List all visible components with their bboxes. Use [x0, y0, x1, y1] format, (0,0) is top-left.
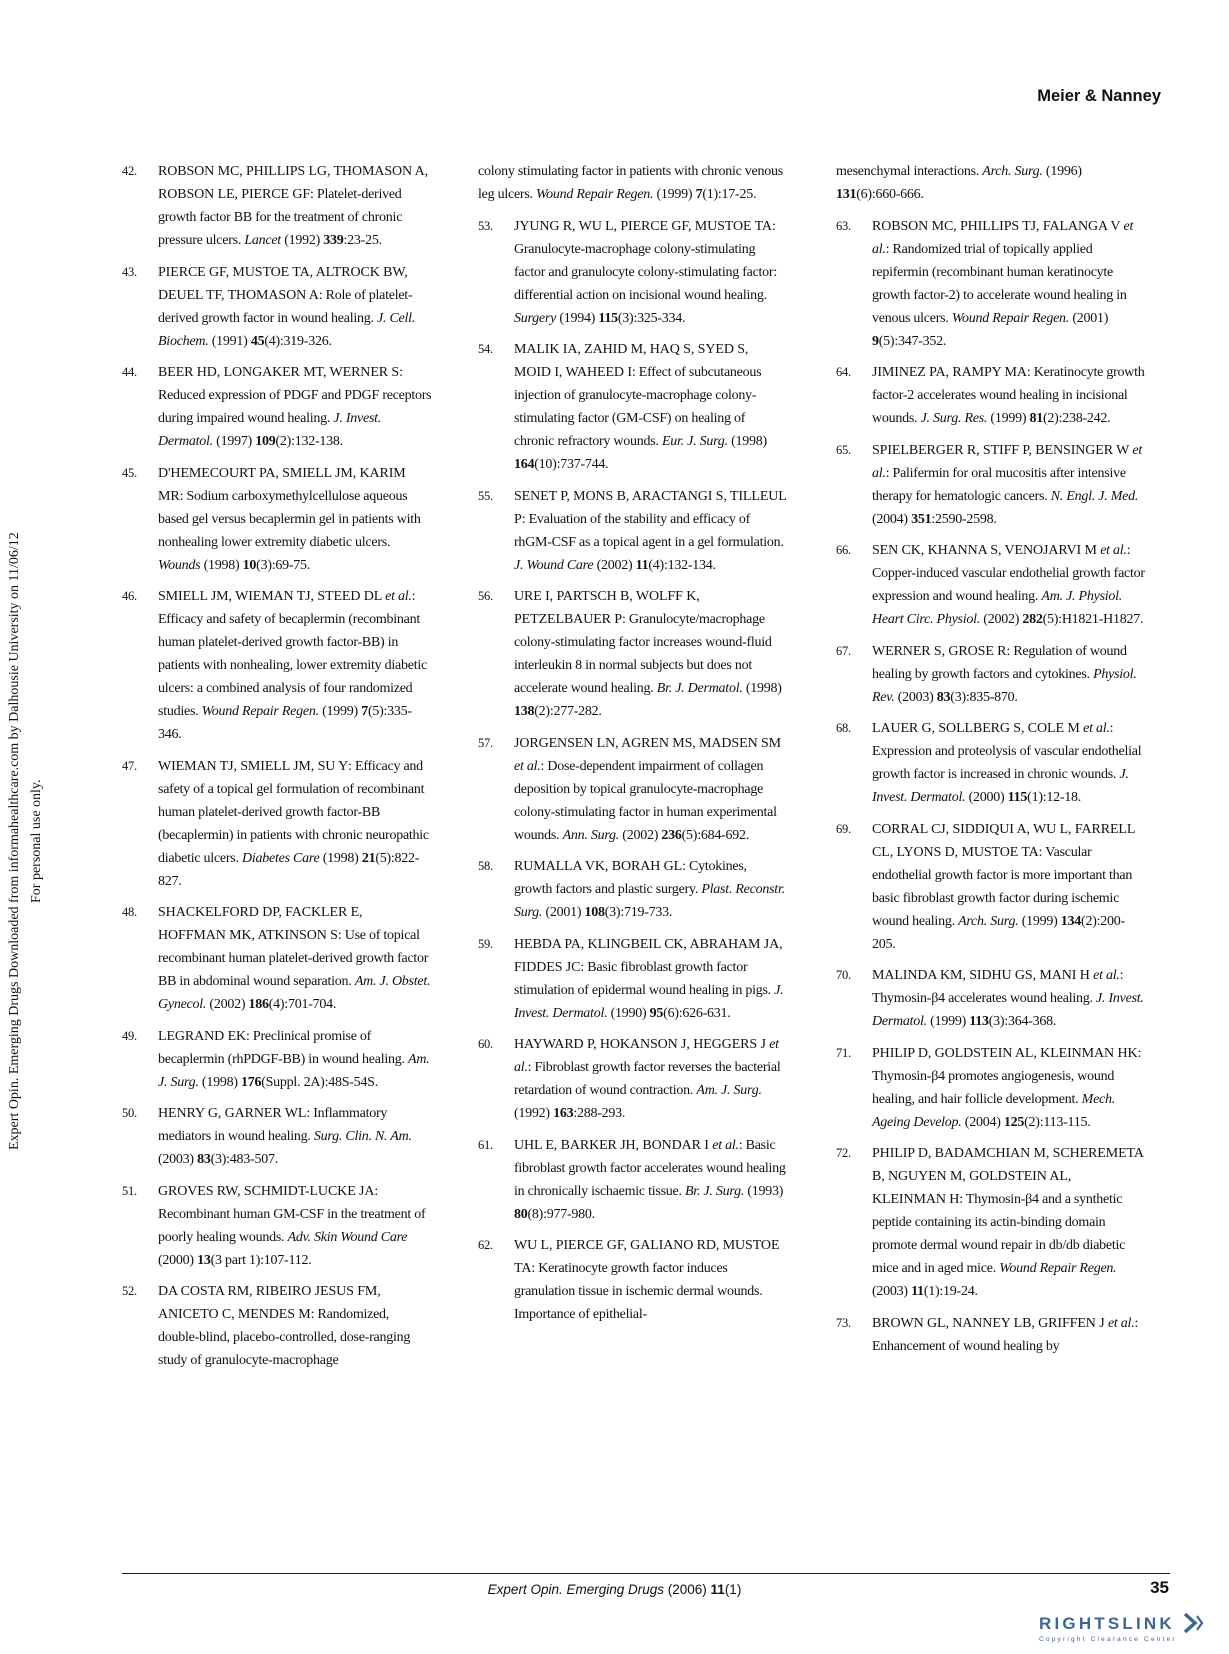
reference-number: 73.: [836, 1315, 851, 1330]
reference-entry: [478, 338, 788, 476]
reference-authors: MALINDA KM, SIDHU GS, MANI H: [872, 968, 1094, 983]
reference-title: : Vascular endothelial growth factor is more important than basic fibroblast growth factor during ischemic wound healing.: [872, 844, 1133, 929]
reference-year: (2001): [1069, 310, 1109, 326]
reference-number: 56.: [478, 589, 493, 603]
reference-authors: SPIELBERGER R, STIFF P, BENSINGER W: [872, 442, 1133, 458]
reference-authors: URE I, PARTSCH B, WOLFF K, PETZELBAUER P: [514, 589, 700, 627]
reference-journal: Br. J. Dermatol.: [656, 681, 743, 696]
reference-volume: 236: [661, 827, 682, 843]
reference-volume: 339: [323, 233, 344, 248]
reference-entry: [478, 585, 788, 723]
footer-volume: 11: [710, 1582, 725, 1597]
reference-title: : Inflammatory mediators in wound healing.: [158, 1106, 388, 1144]
reference-pages: (10):737-744.: [534, 457, 609, 472]
reference-entry: [478, 732, 788, 847]
reference-authors: JIMINEZ PA, RAMPY MA: [872, 365, 1027, 380]
reference-pages: (5):H1821-H1827.: [1042, 612, 1144, 627]
reference-pages: (2):132-138.: [275, 434, 343, 449]
footer-year: (2006): [664, 1582, 711, 1597]
reference-journal: Wound Repair Regen.: [536, 187, 654, 202]
reference-pages: (2):277-282.: [534, 704, 602, 719]
reference-number: 46.: [122, 589, 137, 603]
reference-title: : Regulation of wound healing by growth factors and cytokines.: [872, 643, 1127, 682]
reference-year: (1992): [514, 1106, 554, 1121]
reference-entry: [836, 717, 1146, 809]
reference-number: 60.: [478, 1037, 493, 1051]
reference-journal: Arch. Surg.: [982, 164, 1043, 179]
reference-volume: 80: [514, 1206, 528, 1222]
rightslink-logo: [1035, 1608, 1205, 1648]
reference-year: (1998): [727, 434, 767, 449]
reference-title: : Keratinocyte growth factor-2 accelerates wound healing in incisional wounds.: [872, 365, 1145, 426]
reference-volume: 83: [197, 1152, 211, 1167]
reference-entry: [122, 1102, 432, 1171]
reference-pages: (2):238-242.: [1043, 411, 1111, 426]
reference-authors: BEER HD, LONGAKER MT, WERNER S: [158, 365, 400, 380]
reference-year: (2004): [961, 1114, 1004, 1130]
reference-pages: (5):335-346.: [158, 704, 412, 742]
reference-pages: :2590-2598.: [931, 511, 997, 527]
reference-title: mesenchymal interactions.: [836, 164, 983, 179]
reference-volume: 131: [836, 187, 857, 202]
reference-entry: [122, 1180, 432, 1272]
reference-title: : Platelet-derived growth factor BB for the treatment of chronic pressure ulcers.: [158, 187, 403, 248]
reference-authors: PHILIP D, BADAMCHIAN M, SCHEREMETA B, NGUYEN M, GOLDSTEIN AL, KLEINMAN H: [872, 1146, 1144, 1207]
reference-volume: 83: [936, 689, 951, 705]
reference-number: 45.: [122, 465, 137, 480]
reference-title: : Thymosin-β4 and a synthetic peptide containing its actin-binding domain promote dermal wound repair in db/db diabetic mice and in aged mice.: [872, 1192, 1126, 1276]
reference-journal: Wound Repair Regen.: [201, 704, 319, 719]
reference-et-al: et al.: [385, 589, 412, 604]
reference-title: : Thymosin-β4 promotes angiogenesis, wound healing, and hair follicle development.: [872, 1045, 1142, 1107]
reference-volume: 176: [240, 1074, 262, 1090]
reference-journal: Br. J. Surg.: [684, 1183, 745, 1199]
reference-journal: Mech. Ageing Develop.: [872, 1091, 1115, 1130]
reference-number: 61.: [478, 1137, 493, 1152]
reference-authors: UHL E, BARKER JH, BONDAR I: [514, 1137, 713, 1153]
reference-year: (1999): [653, 187, 696, 202]
reference-pages: (5):684-692.: [681, 827, 750, 843]
reference-title: : Efficacy and safety of a topical gel formulation of recombinant human platelet-derived growth factor-BB (becaplermin) in patients with chronic neuropathic diabetic ulcers.: [158, 758, 429, 866]
reference-authors: WERNER S, GROSE R: [872, 643, 1007, 659]
reference-authors: JYUNG R, WU L, PIERCE GF, MUSTOE TA: [514, 218, 772, 234]
reference-year: (1998): [319, 850, 362, 866]
reference-number: 54.: [478, 342, 493, 356]
reference-title: : Effect of subcutaneous injection of granulocyte-macrophage colony-stimulating factor (GM-CSF) on healing of chronic refractory wounds.: [514, 365, 762, 449]
download-watermark: [4, 461, 74, 1221]
reference-authors: HEBDA PA, KLINGBEIL CK, ABRAHAM JA, FIDDES JC: [514, 936, 783, 975]
reference-number: 49.: [122, 1028, 137, 1043]
reference-entry: [836, 964, 1146, 1033]
reference-number: 72.: [836, 1146, 851, 1160]
reference-volume: 109: [255, 434, 276, 449]
reference-et-al: et al.: [514, 758, 541, 774]
reference-volume: 164: [514, 457, 535, 472]
reference-year: (1998): [200, 557, 243, 573]
reference-volume: 138: [514, 704, 535, 719]
reference-pages: (2):200-205.: [872, 913, 1125, 952]
reference-pages: (3):364-368.: [988, 1014, 1057, 1029]
reference-authors: PHILIP D, GOLDSTEIN AL, KLEINMAN HK: [872, 1045, 1138, 1061]
reference-title: : Use of topical recombinant human platelet-derived growth factor BB in abdominal wound separation.: [158, 928, 429, 989]
reference-number: 52.: [122, 1284, 137, 1298]
reference-volume: 45: [250, 333, 265, 349]
reference-entry: [836, 361, 1146, 430]
watermark-line-1: Expert Opin. Emerging Drugs Downloaded from informahealthcare.com by Dalhousie University on 11/06/12: [7, 532, 22, 1150]
reference-volume: 115: [1007, 790, 1028, 805]
reference-volume: 282: [1022, 612, 1043, 627]
reference-volume: 134: [1060, 913, 1082, 929]
reference-journal: J. Surg. Res.: [920, 411, 988, 426]
reference-year: (1996): [1042, 164, 1082, 179]
reference-pages: (3):325-334.: [617, 310, 686, 326]
reference-pages: (3):719-733.: [604, 905, 673, 920]
reference-pages: :288-293.: [573, 1106, 626, 1121]
reference-entry: [836, 160, 1146, 206]
reference-pages: (3):835-870.: [950, 689, 1018, 705]
reference-entry: [478, 1033, 788, 1125]
reference-journal: Wounds: [158, 557, 201, 573]
reference-title: : Thymosin-β4 accelerates wound healing.: [872, 968, 1124, 1006]
reference-number: 64.: [836, 365, 851, 379]
reference-entry: [478, 933, 788, 1025]
reference-title: : Randomized trial of topically applied repifermin (recombinant human keratinocyte growth factor-2) to accelerate wound healing in venous ulcers.: [872, 241, 1127, 326]
reference-pages: (3):69-75.: [256, 557, 311, 573]
reference-title: : Keratinocyte growth factor induces granulation tissue in ischemic dermal wounds. Importance of epithelial-: [514, 1261, 763, 1322]
reference-number: 51.: [122, 1183, 137, 1198]
reference-entry: [122, 462, 432, 577]
reference-number: 62.: [478, 1238, 493, 1252]
reference-entry: [122, 261, 432, 353]
reference-journal: Arch. Surg.: [958, 913, 1019, 929]
reference-pages: (4):319-326.: [264, 333, 332, 349]
reference-number: 63.: [836, 218, 851, 233]
reference-title: colony stimulating factor in patients with chronic venous leg ulcers.: [478, 164, 783, 202]
reference-number: 58.: [478, 859, 493, 873]
reference-number: 59.: [478, 936, 493, 951]
reference-year: (1999): [926, 1014, 970, 1029]
reference-authors: HENRY G, GARNER WL: [158, 1106, 307, 1121]
reference-year: (2002): [206, 997, 249, 1012]
reference-entry: [122, 755, 432, 893]
reference-volume: 9: [872, 333, 879, 349]
reference-title: : Granulocyte-macrophage colony-stimulating factor and granulocyte colony-stimulating factor: differential action on incisional wound healing.: [514, 218, 777, 303]
reference-volume: 125: [1003, 1114, 1025, 1130]
reference-number: 48.: [122, 905, 137, 919]
reference-pages: (6):660-666.: [856, 187, 924, 202]
reference-et-al: et al.: [1093, 968, 1120, 983]
reference-journal: J. Wound Care: [514, 557, 594, 573]
reference-entry: [478, 215, 788, 330]
reference-title: : Randomized, double-blind, placebo-controlled, dose-ranging study of granulocyte-macrophage: [158, 1307, 411, 1368]
reference-title: : Cytokines, growth factors and plastic surgery.: [514, 859, 747, 897]
footer-citation: [0, 1582, 1229, 1597]
reference-authors: SENET P, MONS B, ARACTANGI S, TILLEUL P: [514, 488, 787, 527]
reference-number: 66.: [836, 543, 851, 557]
reference-entry: [478, 1134, 788, 1226]
reference-number: 42.: [122, 164, 137, 178]
reference-entry: [122, 901, 432, 1016]
reference-authors: GROVES RW, SCHMIDT-LUCKE JA: [158, 1183, 375, 1199]
reference-year: (2004): [872, 511, 912, 527]
reference-number: 70.: [836, 968, 851, 982]
reference-column-3: [836, 160, 1146, 1366]
reference-entry: [122, 361, 432, 453]
reference-journal: Surgery: [514, 310, 557, 326]
reference-authors: WU L, PIERCE GF, GALIANO RD, MUSTOE TA: [514, 1238, 780, 1276]
reference-authors: BROWN GL, NANNEY LB, GRIFFEN J: [872, 1315, 1108, 1331]
reference-volume: 351: [911, 511, 932, 527]
reference-authors: SHACKELFORD DP, FACKLER E, HOFFMAN MK, ATKINSON S: [158, 905, 363, 943]
reference-journal: Wound Repair Regen.: [951, 310, 1070, 326]
reference-title: : Fibroblast growth factor reverses the bacterial retardation of wound contraction.: [514, 1060, 781, 1098]
reference-year: (2002): [619, 827, 662, 843]
reference-journal: J. Invest. Dermatol.: [872, 991, 1144, 1029]
reference-year: (1998): [198, 1074, 241, 1090]
reference-journal: N. Engl. J. Med.: [1050, 488, 1139, 504]
reference-title: : Palifermin for oral mucositis after intensive therapy for hematologic cancers.: [872, 465, 1126, 504]
reference-journal: Ann. Surg.: [562, 827, 620, 843]
reference-pages: (5):347-352.: [878, 333, 947, 349]
reference-number: 65.: [836, 442, 851, 457]
reference-journal: Lancet: [244, 233, 281, 248]
reference-pages: :23-25.: [343, 233, 382, 248]
reference-pages: (1):12-18.: [1027, 790, 1082, 805]
reference-authors: ROBSON MC, PHILLIPS TJ, FALANGA V: [872, 218, 1124, 234]
reference-entry: [478, 855, 788, 924]
reference-entry: [478, 160, 788, 206]
reference-entry: [836, 539, 1146, 631]
reference-number: 44.: [122, 365, 137, 379]
running-head: Meier & Nanney: [1037, 87, 1161, 105]
reference-volume: 186: [248, 997, 269, 1012]
reference-entry: [836, 1312, 1146, 1358]
reference-pages: (1):19-24.: [923, 1284, 978, 1299]
reference-authors: CORRAL CJ, SIDDIQUI A, WU L, FARRELL CL, LYONS D, MUSTOE TA: [872, 821, 1135, 860]
reference-pages: (2):113-115.: [1024, 1114, 1091, 1130]
reference-year: (2002): [593, 557, 636, 573]
reference-entry: [478, 1234, 788, 1326]
footer-issue: (1): [724, 1582, 742, 1597]
reference-year: (1992): [280, 233, 324, 248]
reference-journal: Am. J. Obstet. Gynecol.: [158, 974, 431, 1012]
reference-number: 68.: [836, 721, 851, 735]
reference-column-1: [122, 160, 432, 1381]
reference-title: : Evaluation of the stability and efficacy of rhGM-CSF as a topical agent in a gel formulation.: [514, 511, 784, 550]
reference-number: 69.: [836, 821, 851, 836]
reference-journal: Diabetes Care: [242, 850, 320, 866]
reference-authors: MALIK IA, ZAHID M, HAQ S, SYED S, MOID I, WAHEED I: [514, 342, 749, 380]
reference-title: : Basic fibroblast growth factor stimulation of epidermal wound healing in pigs.: [514, 959, 775, 998]
reference-number: 53.: [478, 218, 493, 233]
footer-journal-name: Expert Opin. Emerging Drugs: [487, 1582, 664, 1597]
reference-volume: 7: [361, 704, 368, 719]
reference-journal: Surg. Clin. N. Am.: [313, 1129, 412, 1144]
reference-year: (2002): [980, 612, 1023, 627]
reference-authors: JORGENSEN LN, AGREN MS, MADSEN SM: [514, 735, 782, 751]
reference-volume: 11: [911, 1284, 924, 1299]
reference-column-2: [478, 160, 788, 1335]
reference-journal: J. Invest. Dermatol.: [872, 767, 1129, 805]
reference-title: : Recombinant human GM-CSF in the treatment of poorly healing wounds.: [158, 1183, 426, 1245]
reference-year: (2003): [158, 1152, 198, 1167]
reference-pages: (6):626-631.: [663, 1005, 731, 1021]
reference-journal: Am. J. Surg.: [158, 1051, 430, 1090]
reference-journal: Eur. J. Surg.: [661, 434, 728, 449]
reference-title: : Copper-induced vascular endothelial growth factor expression and wound healing.: [872, 543, 1145, 604]
reference-et-al: et al.: [514, 1037, 779, 1075]
reference-authors: HAYWARD P, HOKANSON J, HEGGERS J: [514, 1037, 770, 1052]
reference-pages: (3):483-507.: [210, 1152, 278, 1167]
reference-volume: 21: [361, 850, 376, 866]
reference-title: : Reduced expression of PDGF and PDGF receptors during impaired wound healing.: [158, 365, 432, 426]
reference-entry: [836, 640, 1146, 709]
reference-et-al: et al.: [872, 218, 1134, 257]
reference-title: : Basic fibroblast growth factor accelerates wound healing in chronically ischaemic tissue.: [514, 1137, 786, 1199]
watermark-line-2: For personal use only.: [29, 779, 44, 903]
reference-entry: [836, 1142, 1146, 1303]
reference-journal: J. Cell. Biochem.: [158, 310, 416, 349]
reference-year: (1997): [212, 434, 256, 449]
reference-title: : Efficacy and safety of becaplermin (recombinant human platelet-derived growth factor-BB) in patients with nonhealing, lower extremity diabetic ulcers: a combined analysis of four randomized studies.: [158, 589, 427, 719]
reference-volume: 10: [242, 557, 257, 573]
reference-year: (2003): [872, 1284, 912, 1299]
reference-year: (1993): [744, 1183, 784, 1199]
reference-year: (2003): [894, 689, 937, 705]
reference-authors: D'HEMECOURT PA, SMIELL JM, KARIM MR: [158, 465, 406, 504]
reference-year: (2001): [542, 905, 585, 920]
page-number: 35: [1150, 1578, 1169, 1597]
reference-year: (2000): [158, 1252, 198, 1268]
reference-entry: [836, 215, 1146, 353]
reference-entry: [836, 818, 1146, 956]
logo-tagline: Copyright Clearance Center: [1039, 1636, 1177, 1643]
reference-et-al: et al.: [1100, 543, 1127, 558]
reference-number: 67.: [836, 643, 851, 658]
reference-year: (1999): [987, 411, 1030, 426]
reference-pages: (1):17-25.: [702, 187, 757, 202]
reference-pages: (4):701-704.: [268, 997, 337, 1012]
reference-journal: Adv. Skin Wound Care: [287, 1229, 408, 1245]
reference-authors: LEGRAND EK: [158, 1028, 247, 1044]
reference-pages: (5):822-827.: [158, 850, 420, 889]
reference-entry: [122, 160, 432, 252]
reference-number: 57.: [478, 735, 493, 750]
reference-pages: (3 part 1):107-112.: [210, 1252, 312, 1268]
reference-volume: 108: [584, 905, 605, 920]
reference-number: 43.: [122, 264, 137, 279]
reference-title: : Enhancement of wound healing by: [872, 1315, 1139, 1354]
reference-authors: LAUER G, SOLLBERG S, COLE M: [872, 721, 1084, 736]
reference-et-al: et al.: [712, 1137, 739, 1153]
reference-number: 71.: [836, 1045, 851, 1060]
reference-authors: RUMALLA VK, BORAH GL: [514, 859, 683, 874]
reference-number: 55.: [478, 488, 493, 503]
reference-volume: 81: [1029, 411, 1043, 426]
reference-year: (1999): [318, 704, 362, 719]
reference-entry: [836, 1042, 1146, 1134]
reference-volume: 163: [553, 1106, 574, 1121]
reference-title: : Sodium carboxymethylcellulose aqueous based gel versus becaplermin gel in patients with nonhealing lower extremity diabetic ulcers.: [158, 488, 421, 550]
reference-title: : Expression and proteolysis of vascular endothelial growth factor is increased in chronic wounds.: [872, 721, 1142, 782]
reference-entry: [478, 485, 788, 577]
reference-journal: J. Invest. Dermatol.: [158, 411, 382, 449]
reference-et-al: et al.: [1107, 1315, 1135, 1331]
reference-journal: Am. J. Surg.: [696, 1083, 762, 1098]
footer-rule: [122, 1573, 1170, 1574]
reference-journal: J. Invest. Dermatol.: [514, 982, 784, 1021]
reference-authors: DA COSTA RM, RIBEIRO JESUS FM, ANICETO C, MENDES M: [158, 1284, 381, 1322]
reference-number: 50.: [122, 1106, 137, 1120]
reference-volume: 7: [695, 187, 703, 202]
reference-volume: 95: [649, 1005, 664, 1021]
reference-year: (1994): [556, 310, 599, 326]
reference-journal: Wound Repair Regen.: [999, 1261, 1117, 1276]
reference-authors: ROBSON MC, PHILLIPS LG, THOMASON A, ROBSON LE, PIERCE GF: [158, 164, 429, 202]
reference-title: : Preclinical promise of becaplermin (rhPDGF-BB) in wound healing.: [158, 1028, 409, 1067]
reference-authors: PIERCE GF, MUSTOE TA, ALTROCK BW, DEUEL TF, THOMASON A: [158, 264, 408, 303]
reference-entry: [122, 1280, 432, 1372]
reference-pages: (8):977-980.: [527, 1206, 595, 1222]
reference-year: (2000): [965, 790, 1008, 805]
reference-entry: [122, 585, 432, 746]
reference-et-al: et al.: [872, 442, 1142, 481]
reference-year: (1998): [742, 681, 782, 696]
reference-pages: (Suppl. 2A):48S-54S.: [261, 1074, 378, 1090]
reference-year: (1991): [208, 333, 251, 349]
reference-title: : Granulocyte/macrophage colony-stimulating factor increases wound-fluid interleukin 8 in normal subjects but does not accelerate wound healing.: [514, 612, 772, 696]
reference-pages: (4):132-134.: [648, 557, 716, 573]
reference-et-al: et al.: [1083, 721, 1110, 736]
reference-authors: WIEMAN TJ, SMIELL JM, SU Y: [158, 758, 349, 774]
reference-journal: Physiol. Rev.: [872, 666, 1137, 705]
reference-title: : Role of platelet-derived growth factor in wound healing.: [158, 287, 413, 326]
reference-title: : Dose-dependent impairment of collagen deposition by topical granulocyte-macrophage colony-stimulating factor in human experimental wounds.: [514, 758, 777, 843]
reference-year: (1999): [1018, 913, 1061, 929]
reference-volume: 113: [969, 1014, 989, 1029]
reference-entry: [122, 1025, 432, 1094]
reference-entry: [836, 439, 1146, 531]
reference-volume: 13: [197, 1252, 211, 1268]
reference-year: (1990): [607, 1005, 650, 1021]
reference-journal: Plast. Reconstr. Surg.: [514, 882, 785, 920]
reference-authors: SEN CK, KHANNA S, VENOJARVI M: [872, 543, 1101, 558]
reference-authors: SMIELL JM, WIEMAN TJ, STEED DL: [158, 589, 386, 604]
logo-wordmark: RIGHTSLINK: [1039, 1614, 1175, 1633]
reference-volume: 115: [598, 310, 618, 326]
reference-number: 47.: [122, 758, 137, 773]
reference-journal: Am. J. Physiol. Heart Circ. Physiol.: [872, 589, 1123, 627]
reference-volume: 11: [635, 557, 649, 573]
